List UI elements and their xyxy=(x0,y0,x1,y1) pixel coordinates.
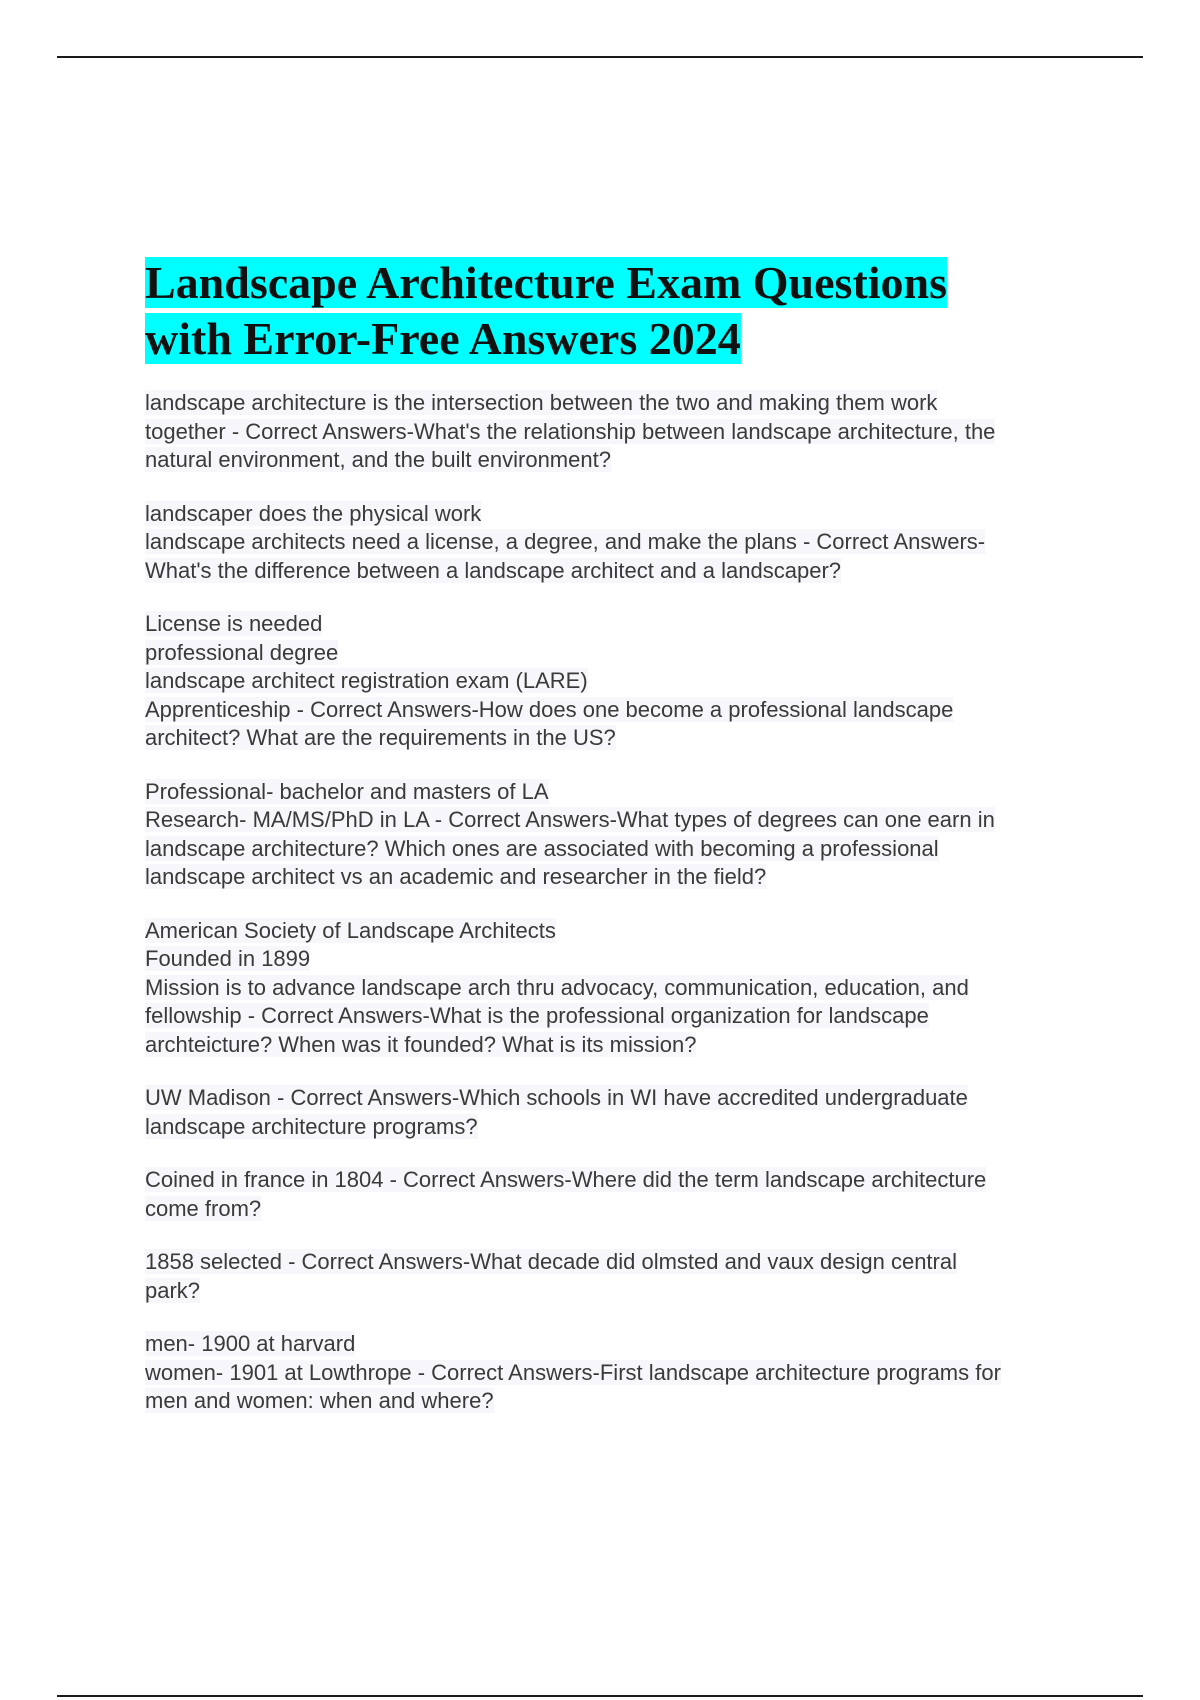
qa-line: natural environment, and the built environment? xyxy=(145,447,611,472)
qa-line: landscape architects need a license, a degree, and make the plans - Correct Answers- xyxy=(145,529,986,554)
qa-line: landscape architect registration exam (LARE) xyxy=(145,668,588,693)
title-line: with Error-Free Answers 2024 xyxy=(145,313,741,364)
qa-line: women- 1901 at Lowthrope - Correct Answers-First landscape architecture programs for xyxy=(145,1359,1001,1385)
qa-block xyxy=(145,1084,1105,1141)
top-rule xyxy=(57,56,1143,58)
qa-line: What's the difference between a landscape architect and a landscaper? xyxy=(145,557,842,583)
qa-line: Mission is to advance landscape arch thru advocacy, communication, education, and xyxy=(145,974,969,1000)
qa-line: Apprenticeship - Correct Answers-How does one become a professional landscape xyxy=(145,696,954,722)
qa-line: Coined in france in 1804 - Correct Answers-Where did the term landscape architecture xyxy=(145,1167,987,1192)
qa-line: come from? xyxy=(145,1195,262,1221)
qa-line: Research- MA/MS/PhD in LA - Correct Answers-What types of degrees can one earn in xyxy=(145,807,995,832)
qa-line: landscaper does the physical work xyxy=(145,500,482,526)
qa-block xyxy=(145,500,1105,586)
qa-line: men- 1900 at harvard xyxy=(145,1331,356,1356)
qa-block xyxy=(145,1330,1105,1416)
document-body xyxy=(145,255,1105,1441)
qa-line: architect? What are the requirements in the US? xyxy=(145,725,616,750)
qa-line: landscape architecture is the intersection between the two and making them work xyxy=(145,390,938,415)
qa-block xyxy=(145,917,1105,1060)
qa-line: American Society of Landscape Architects xyxy=(145,917,556,943)
title-line: Landscape Architecture Exam Questions xyxy=(145,257,948,308)
qa-line: fellowship - Correct Answers-What is the professional organization for landscape xyxy=(145,1003,929,1028)
bottom-rule xyxy=(57,1695,1143,1697)
qa-block xyxy=(145,1166,1105,1223)
qa-line: men and women: when and where? xyxy=(145,1388,494,1413)
qa-line: landscape architect vs an academic and researcher in the field? xyxy=(145,864,767,889)
qa-block xyxy=(145,778,1105,892)
qa-line: Founded in 1899 xyxy=(145,946,311,971)
qa-line: together - Correct Answers-What's the relationship between landscape architecture, the xyxy=(145,418,996,444)
qa-line: UW Madison - Correct Answers-Which schools in WI have accredited undergraduate xyxy=(145,1085,968,1110)
qa-line: Professional- bachelor and masters of LA xyxy=(145,778,549,804)
qa-block xyxy=(145,610,1105,753)
qa-block xyxy=(145,1248,1105,1305)
document-title xyxy=(145,255,1105,367)
qa-line: landscape architecture programs? xyxy=(145,1113,478,1139)
qa-line: landscape architecture? Which ones are associated with becoming a professional xyxy=(145,835,939,861)
qa-block xyxy=(145,389,1105,475)
qa-line: park? xyxy=(145,1277,201,1303)
qa-line: professional degree xyxy=(145,639,339,665)
qa-line: archteicture? When was it founded? What is its mission? xyxy=(145,1031,697,1057)
qa-line: License is needed xyxy=(145,611,323,636)
qa-line: 1858 selected - Correct Answers-What decade did olmsted and vaux design central xyxy=(145,1249,957,1274)
